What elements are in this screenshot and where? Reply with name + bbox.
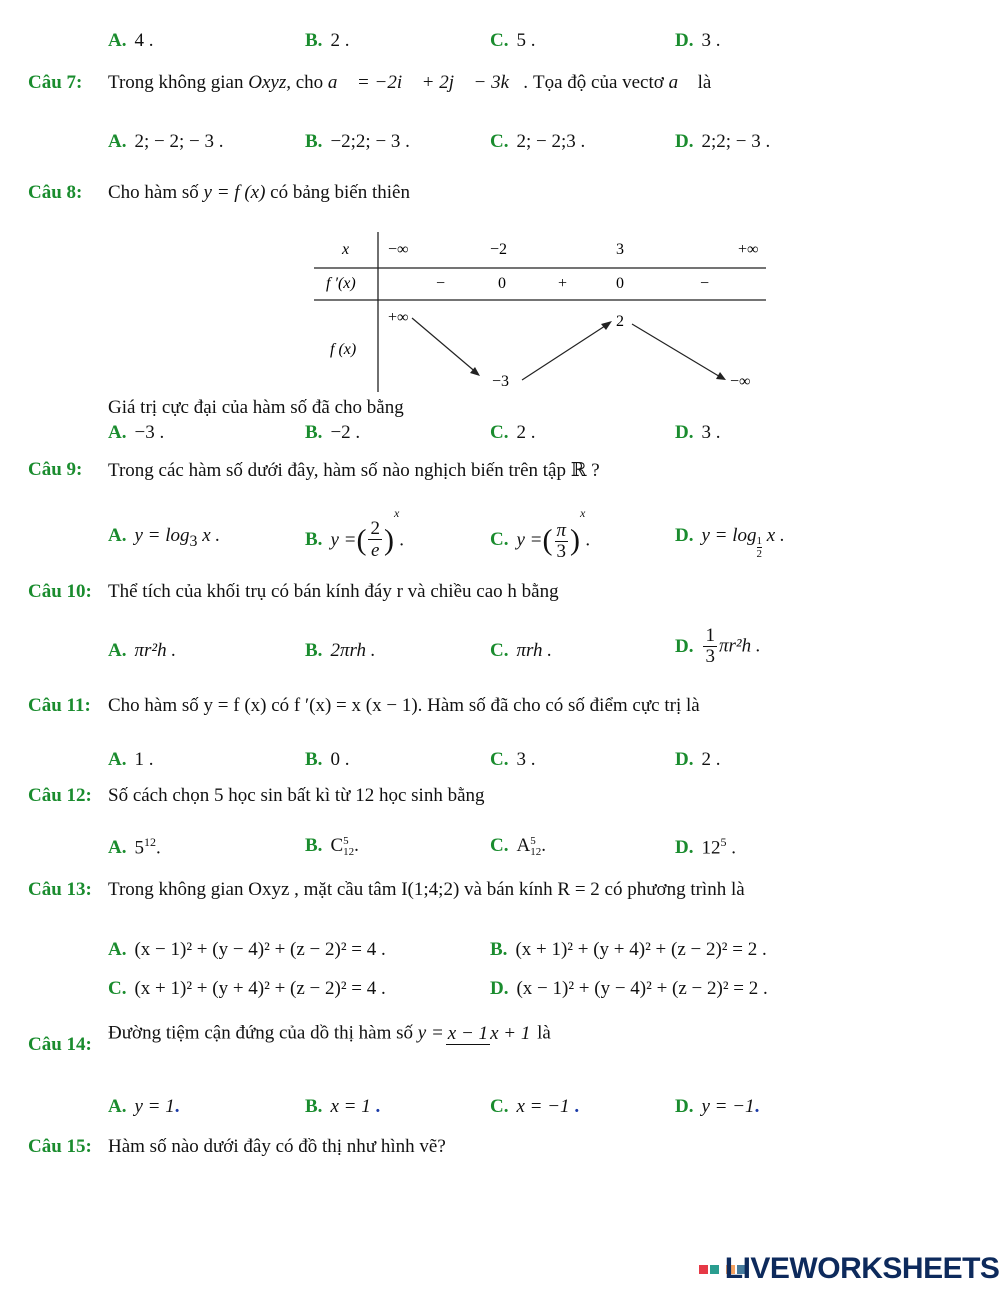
question-text: Thể tích của khối trụ có bán kính đáy r và chiều cao h bằng	[108, 581, 559, 602]
q12-option-b[interactable]: B. C 5 12 .	[305, 835, 359, 858]
question-label: Câu 9:	[28, 459, 83, 480]
question-text: Cho hàm số y = f (x) có f ′(x) = x (x − 1). Hàm số đã cho có số điểm cực trị là	[108, 695, 700, 716]
q10-option-d[interactable]: D. $\frac{1}{3}$ πr²h .	[675, 625, 761, 667]
question-label: Câu 12:	[28, 785, 92, 806]
liveworksheets-logo	[698, 1252, 999, 1286]
sign: +	[558, 275, 568, 292]
logo-grid-icon	[698, 1264, 720, 1275]
table-fp-label: f ′(x)	[326, 275, 356, 292]
question-text: Giá trị cực đại của hàm số đã cho bằng	[108, 397, 404, 418]
question-label: Câu 13:	[28, 879, 92, 900]
q6-option-c[interactable]: C. 5 .	[490, 30, 536, 51]
variation-table	[310, 228, 780, 394]
q8-option-c[interactable]: C. 2 .	[490, 422, 536, 443]
q7-option-b[interactable]: B. −2;2; − 3 .	[305, 131, 410, 152]
q11-option-d[interactable]: D. 2 .	[675, 749, 721, 770]
decrease-arrow	[412, 318, 478, 374]
q14-option-c[interactable]: C. x = −1 .	[490, 1096, 580, 1117]
q13-option-a[interactable]: A. (x − 1)² + (y − 4)² + (z − 2)² = 4 .	[108, 939, 386, 960]
q10-option-a[interactable]: A. πr²h .	[108, 640, 177, 661]
increase-arrow	[522, 324, 608, 380]
q14-option-d[interactable]: D. y = −1.	[675, 1096, 760, 1117]
q6-option-b[interactable]: B. 2 .	[305, 30, 350, 51]
q7-option-a[interactable]: A. 2; − 2; − 3 .	[108, 131, 224, 152]
q10-option-c[interactable]: C. πrh .	[490, 640, 553, 661]
question-label: Câu 11:	[28, 695, 91, 716]
q9-option-c[interactable]: C. y =( $\frac{\pi}{3}$ )$^x$.	[490, 506, 591, 562]
q10-option-b[interactable]: B. 2πrh .	[305, 640, 376, 661]
question-text: Cho hàm số y = f (x) có bảng biến thiên	[108, 182, 410, 203]
x-value: −2	[490, 241, 508, 258]
q12-option-a[interactable]: A. $5^{12}$.	[108, 835, 161, 859]
question-text: Trong các hàm số dưới đây, hàm số nào nghịch biến trên tập ℝ ?	[108, 460, 600, 481]
decrease-arrow	[632, 324, 722, 378]
question-text: Hàm số nào dưới đây có đồ thị như hình vẽ?	[108, 1136, 446, 1157]
q12-option-c[interactable]: C. A 5 12 .	[490, 835, 546, 858]
q7-option-d[interactable]: D. 2;2; − 3 .	[675, 131, 771, 152]
f-value: 2	[616, 313, 624, 330]
q8-option-a[interactable]: A. −3 .	[108, 422, 165, 443]
q8-option-b[interactable]: B. −2 .	[305, 422, 361, 443]
q9-option-a[interactable]: A. $y = \log_3 x$ .	[108, 525, 221, 550]
question-text: Đường tiệm cận đứng của dồ thị hàm số y = x − 1 x + 1 là	[108, 1022, 551, 1044]
sign: −	[700, 275, 710, 292]
sign: 0	[498, 275, 506, 292]
table-f-label: f (x)	[330, 341, 357, 358]
q13-option-c[interactable]: C. (x + 1)² + (y + 4)² + (z − 2)² = 4 .	[108, 978, 386, 999]
question-text: Trong không gian Oxyz , mặt cầu tâm I(1;4;2) và bán kính R = 2 có phương trình là	[108, 879, 745, 900]
q9-option-d[interactable]: D. y = log $\frac{1}{2}$ x .	[675, 525, 785, 560]
q14-option-a[interactable]: A. y = 1.	[108, 1096, 180, 1117]
question-label: Câu 10:	[28, 581, 92, 602]
question-label: Câu 8:	[28, 182, 83, 203]
question-text: Số cách chọn 5 học sin bất kì từ 12 học sinh bằng	[108, 785, 485, 806]
q9-option-b[interactable]: B. y =( $\frac{2}{e})^x$.	[305, 506, 405, 562]
q14-option-b[interactable]: B. x = 1 .	[305, 1096, 381, 1117]
brand-name: LIVEWORKSHEETS	[724, 1252, 1000, 1285]
f-value: −∞	[730, 373, 751, 390]
x-value: 3	[616, 241, 624, 258]
q8-option-d[interactable]: D. 3 .	[675, 422, 721, 443]
question-label: Câu 7:	[28, 72, 83, 93]
question-label: Câu 14:	[28, 1034, 92, 1055]
q12-option-d[interactable]: D. $12^5$ .	[675, 835, 736, 859]
q11-option-c[interactable]: C. 3 .	[490, 749, 536, 770]
q11-option-b[interactable]: B. 0 .	[305, 749, 350, 770]
sign: 0	[616, 275, 624, 292]
x-value: −∞	[388, 241, 409, 258]
f-value: −3	[492, 373, 510, 390]
question-label: Câu 15:	[28, 1136, 92, 1157]
question-text: Trong không gian Oxyz, cho a⃗ = −2i⃗ + 2j⃗ − 3k⃗. Tọa độ của vectơ a⃗ là	[108, 72, 712, 93]
q13-option-b[interactable]: B. (x + 1)² + (y + 4)² + (z − 2)² = 2 .	[490, 939, 767, 960]
table-x-label: x	[342, 241, 350, 258]
q13-option-d[interactable]: D. (x − 1)² + (y − 4)² + (z − 2)² = 2 .	[490, 978, 768, 999]
q7-option-c[interactable]: C. 2; − 2;3 .	[490, 131, 586, 152]
sign: −	[436, 275, 446, 292]
x-value: +∞	[738, 241, 759, 258]
q6-option-a[interactable]: A. 4 .	[108, 30, 154, 51]
q6-option-d[interactable]: D. 3 .	[675, 30, 721, 51]
q11-option-a[interactable]: A. 1 .	[108, 749, 154, 770]
f-value: +∞	[388, 309, 409, 326]
